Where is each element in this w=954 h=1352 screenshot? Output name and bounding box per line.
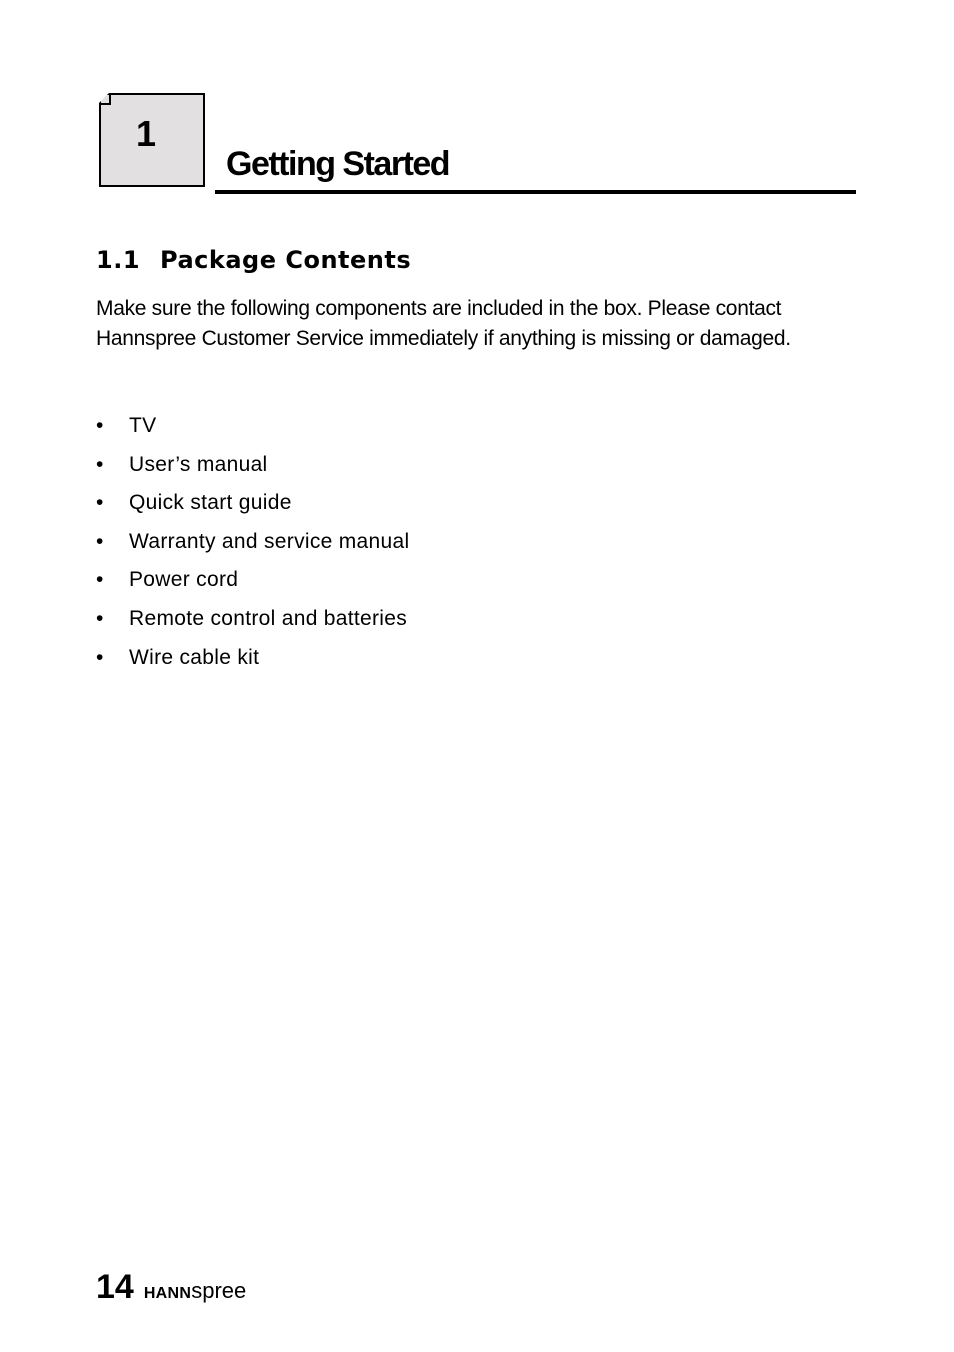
list-item-text: Power cord: [129, 568, 239, 592]
list-item: [96, 450, 409, 489]
intro-paragraph: Make sure the following components are included in the box. Please contact Hannspree Customer Service immediately if anything is missing or damaged.: [96, 297, 791, 350]
bullet-icon: •: [96, 606, 104, 630]
list-item-text: TV: [129, 414, 157, 437]
chapter-title: Getting Started: [226, 145, 450, 183]
page-footer: [96, 1268, 246, 1307]
bullet-icon: •: [96, 645, 104, 669]
bullet-icon: •: [96, 452, 104, 476]
section-number: 1.1: [96, 246, 141, 274]
package-contents-list: [96, 411, 409, 681]
list-item: [96, 604, 409, 643]
list-item-text: Wire cable kit: [129, 645, 260, 669]
brand-logo-bold: HANN: [143, 1285, 192, 1302]
brand-logo: [144, 1278, 246, 1304]
list-item-text: Warranty and service manual: [129, 529, 410, 553]
page-number: 14: [96, 1268, 134, 1306]
list-item: [96, 411, 409, 450]
list-item-text: Remote control and batteries: [129, 606, 408, 630]
bullet-icon: •: [96, 568, 104, 592]
bullet-icon: •: [96, 414, 104, 437]
list-item-text: User’s manual: [129, 452, 268, 476]
chapter-number: 1: [135, 113, 157, 154]
section-title: Package Contents: [160, 246, 412, 274]
list-item: [96, 488, 409, 527]
list-item-text: Quick start guide: [129, 491, 292, 515]
list-item: [96, 643, 409, 682]
brand-logo-light: spree: [191, 1278, 247, 1303]
bullet-icon: •: [96, 529, 104, 553]
chapter-title-underline: [215, 190, 856, 194]
section-heading: [96, 246, 411, 274]
bullet-icon: •: [96, 491, 104, 515]
list-item: [96, 527, 409, 566]
list-item: [96, 565, 409, 604]
